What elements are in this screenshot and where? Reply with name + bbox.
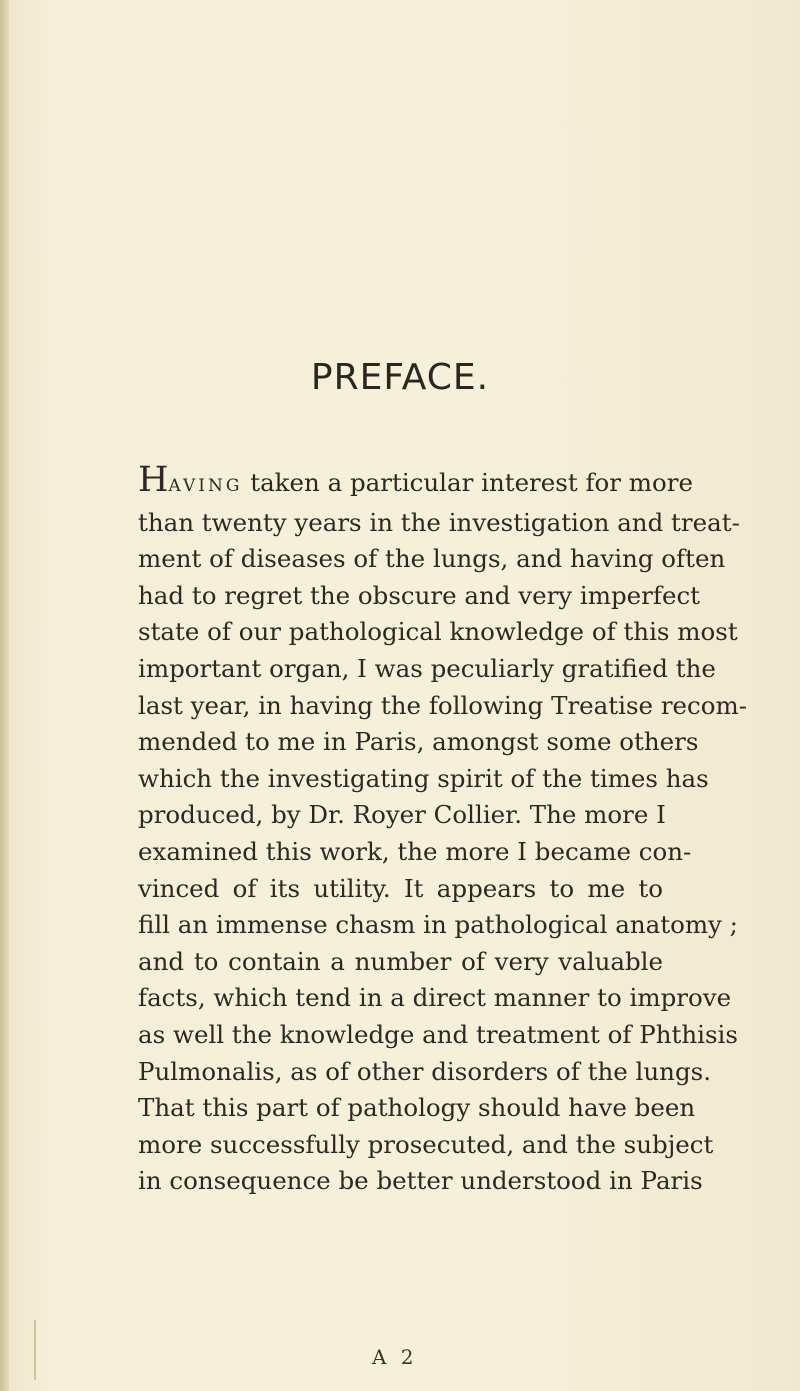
initial-letter: H xyxy=(138,460,169,500)
text-line-13: fill an immense chasm in pathological anatomy ; xyxy=(138,910,738,940)
text-line-1 xyxy=(138,460,693,505)
text-line-18: That this part of pathology should have been xyxy=(138,1093,696,1123)
text-line-8: mended to me in Paris, amongst some others xyxy=(138,727,699,757)
text-line-17: Pulmonalis, as of other disorders of the lungs. xyxy=(138,1056,711,1086)
text-line-20: in consequence be better understood in Paris xyxy=(138,1166,703,1196)
line-text: taken a particular interest for more xyxy=(250,468,693,497)
text-line-10: produced, by Dr. Royer Collier. The more I xyxy=(138,800,666,830)
text-line-9: which the investigating spirit of the times has xyxy=(138,763,709,793)
text-line-15: facts, which tend in a direct manner to improve xyxy=(138,983,732,1013)
text-line-19: more successfully prosecuted, and the subject xyxy=(138,1129,714,1159)
page-spine-edge xyxy=(0,0,9,1391)
text-line-4: had to regret the obscure and very imperfect xyxy=(138,580,701,610)
printer-signature-mark: A 2 xyxy=(372,1345,418,1369)
preface-paragraph xyxy=(138,460,748,1200)
first-word-smallcaps: AVING xyxy=(168,476,243,496)
text-line-16: as well the knowledge and treatment of Phthisis xyxy=(138,1019,738,1049)
text-line-12: vinced of its utility. It appears to me to xyxy=(138,873,663,903)
text-line-5: state of our pathological knowledge of this most xyxy=(138,617,738,647)
page-title: PREFACE. xyxy=(310,357,490,398)
text-line-14: and to contain a number of very valuable xyxy=(138,946,663,976)
text-line-7: last year, in having the following Treatise recom- xyxy=(138,690,748,720)
text-line-11: examined this work, the more I became con- xyxy=(138,836,692,866)
text-line-3: ment of diseases of the lungs, and having often xyxy=(138,544,726,574)
text-line-6: important organ, I was peculiarly gratified the xyxy=(138,653,716,683)
text-line-2: than twenty years in the investigation and treat- xyxy=(138,507,740,537)
page-edge-mark xyxy=(34,1320,36,1380)
